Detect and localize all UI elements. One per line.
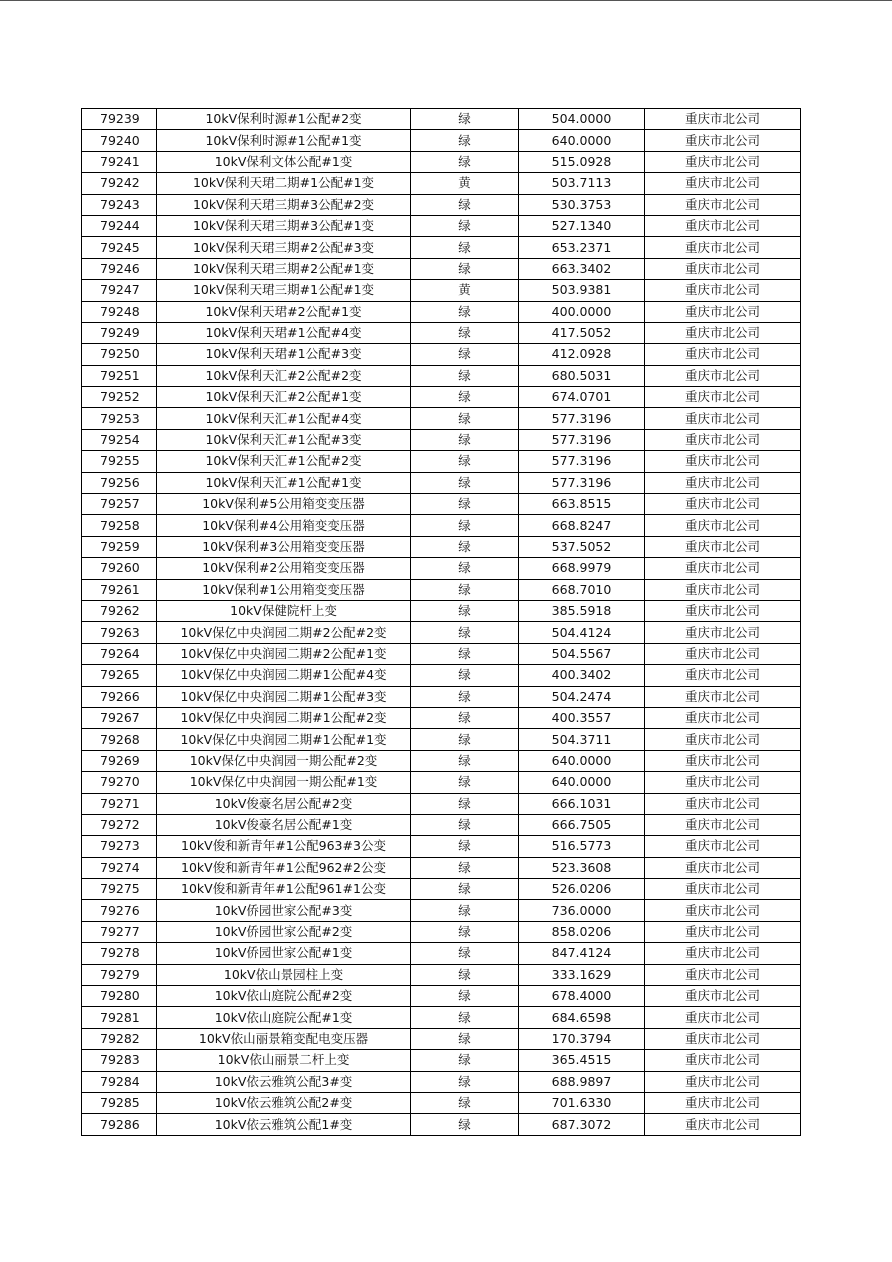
company-cell: 重庆市北公司 bbox=[645, 558, 801, 579]
status-color-cell: 绿 bbox=[411, 1071, 519, 1092]
table-row bbox=[82, 322, 801, 343]
table-row bbox=[82, 665, 801, 686]
status-color-cell: 绿 bbox=[411, 1114, 519, 1135]
row-id-cell: 79264 bbox=[82, 643, 157, 664]
table-row bbox=[82, 814, 801, 835]
company-cell: 重庆市北公司 bbox=[645, 1050, 801, 1071]
capacity-value-cell: 687.3072 bbox=[519, 1114, 645, 1135]
capacity-value-cell: 523.3608 bbox=[519, 857, 645, 878]
company-cell: 重庆市北公司 bbox=[645, 258, 801, 279]
company-cell: 重庆市北公司 bbox=[645, 130, 801, 151]
capacity-value-cell: 333.1629 bbox=[519, 964, 645, 985]
company-cell: 重庆市北公司 bbox=[645, 750, 801, 771]
status-color-cell: 绿 bbox=[411, 151, 519, 172]
transformer-name-cell: 10kV保利天珺#1公配#4变 bbox=[157, 322, 411, 343]
company-cell: 重庆市北公司 bbox=[645, 643, 801, 664]
transformer-name-cell: 10kV保利天珺二期#1公配#1变 bbox=[157, 173, 411, 194]
company-cell: 重庆市北公司 bbox=[645, 451, 801, 472]
capacity-value-cell: 668.9979 bbox=[519, 558, 645, 579]
company-cell: 重庆市北公司 bbox=[645, 408, 801, 429]
row-id-cell: 79280 bbox=[82, 986, 157, 1007]
table-row bbox=[82, 109, 801, 130]
table-row bbox=[82, 986, 801, 1007]
transformer-name-cell: 10kV保利#2公用箱变变压器 bbox=[157, 558, 411, 579]
transformer-name-cell: 10kV保利天珺三期#3公配#1变 bbox=[157, 215, 411, 236]
capacity-value-cell: 666.7505 bbox=[519, 814, 645, 835]
capacity-value-cell: 577.3196 bbox=[519, 408, 645, 429]
status-color-cell: 绿 bbox=[411, 536, 519, 557]
transformer-name-cell: 10kV保利天珺#1公配#3变 bbox=[157, 344, 411, 365]
capacity-value-cell: 640.0000 bbox=[519, 750, 645, 771]
status-color-cell: 绿 bbox=[411, 130, 519, 151]
table-row bbox=[82, 237, 801, 258]
status-color-cell: 绿 bbox=[411, 344, 519, 365]
transformer-name-cell: 10kV依山庭院公配#1变 bbox=[157, 1007, 411, 1028]
table-row bbox=[82, 921, 801, 942]
status-color-cell: 绿 bbox=[411, 772, 519, 793]
capacity-value-cell: 668.8247 bbox=[519, 515, 645, 536]
row-id-cell: 79263 bbox=[82, 622, 157, 643]
company-cell: 重庆市北公司 bbox=[645, 365, 801, 386]
table-row bbox=[82, 943, 801, 964]
table-row bbox=[82, 1007, 801, 1028]
transformer-name-cell: 10kV依山丽景箱变配电变压器 bbox=[157, 1028, 411, 1049]
transformer-name-cell: 10kV依山庭院公配#2变 bbox=[157, 986, 411, 1007]
row-id-cell: 79258 bbox=[82, 515, 157, 536]
company-cell: 重庆市北公司 bbox=[645, 900, 801, 921]
capacity-value-cell: 515.0928 bbox=[519, 151, 645, 172]
transformer-name-cell: 10kV俊和新青年#1公配962#2公变 bbox=[157, 857, 411, 878]
status-color-cell: 绿 bbox=[411, 814, 519, 835]
row-id-cell: 79281 bbox=[82, 1007, 157, 1028]
table-row bbox=[82, 215, 801, 236]
status-color-cell: 绿 bbox=[411, 729, 519, 750]
capacity-value-cell: 736.0000 bbox=[519, 900, 645, 921]
status-color-cell: 绿 bbox=[411, 429, 519, 450]
capacity-value-cell: 504.2474 bbox=[519, 686, 645, 707]
transformer-name-cell: 10kV依山丽景二杆上变 bbox=[157, 1050, 411, 1071]
capacity-value-cell: 684.6598 bbox=[519, 1007, 645, 1028]
status-color-cell: 绿 bbox=[411, 600, 519, 621]
capacity-value-cell: 527.1340 bbox=[519, 215, 645, 236]
company-cell: 重庆市北公司 bbox=[645, 600, 801, 621]
transformer-name-cell: 10kV保亿中央润园二期#2公配#1变 bbox=[157, 643, 411, 664]
table-row bbox=[82, 280, 801, 301]
table-row bbox=[82, 451, 801, 472]
capacity-value-cell: 504.0000 bbox=[519, 109, 645, 130]
status-color-cell: 绿 bbox=[411, 365, 519, 386]
transformer-name-cell: 10kV俊和新青年#1公配963#3公变 bbox=[157, 836, 411, 857]
row-id-cell: 79249 bbox=[82, 322, 157, 343]
capacity-value-cell: 678.4000 bbox=[519, 986, 645, 1007]
capacity-value-cell: 640.0000 bbox=[519, 772, 645, 793]
capacity-value-cell: 504.3711 bbox=[519, 729, 645, 750]
status-color-cell: 绿 bbox=[411, 258, 519, 279]
transformer-name-cell: 10kV保亿中央润园二期#1公配#1变 bbox=[157, 729, 411, 750]
row-id-cell: 79256 bbox=[82, 472, 157, 493]
transformer-name-cell: 10kV保利天汇#1公配#2变 bbox=[157, 451, 411, 472]
row-id-cell: 79286 bbox=[82, 1114, 157, 1135]
row-id-cell: 79273 bbox=[82, 836, 157, 857]
capacity-value-cell: 663.8515 bbox=[519, 494, 645, 515]
table-row bbox=[82, 1028, 801, 1049]
status-color-cell: 绿 bbox=[411, 1007, 519, 1028]
capacity-value-cell: 701.6330 bbox=[519, 1092, 645, 1113]
transformer-table-container bbox=[81, 108, 800, 1136]
status-color-cell: 绿 bbox=[411, 494, 519, 515]
row-id-cell: 79271 bbox=[82, 793, 157, 814]
capacity-value-cell: 666.1031 bbox=[519, 793, 645, 814]
transformer-name-cell: 10kV侨园世家公配#2变 bbox=[157, 921, 411, 942]
company-cell: 重庆市北公司 bbox=[645, 814, 801, 835]
row-id-cell: 79262 bbox=[82, 600, 157, 621]
table-row bbox=[82, 194, 801, 215]
company-cell: 重庆市北公司 bbox=[645, 964, 801, 985]
company-cell: 重庆市北公司 bbox=[645, 1007, 801, 1028]
capacity-value-cell: 640.0000 bbox=[519, 130, 645, 151]
company-cell: 重庆市北公司 bbox=[645, 237, 801, 258]
capacity-value-cell: 653.2371 bbox=[519, 237, 645, 258]
company-cell: 重庆市北公司 bbox=[645, 686, 801, 707]
transformer-name-cell: 10kV保利天汇#1公配#1变 bbox=[157, 472, 411, 493]
company-cell: 重庆市北公司 bbox=[645, 322, 801, 343]
status-color-cell: 绿 bbox=[411, 1092, 519, 1113]
capacity-value-cell: 526.0206 bbox=[519, 879, 645, 900]
row-id-cell: 79282 bbox=[82, 1028, 157, 1049]
row-id-cell: 79285 bbox=[82, 1092, 157, 1113]
transformer-name-cell: 10kV侨园世家公配#3变 bbox=[157, 900, 411, 921]
row-id-cell: 79272 bbox=[82, 814, 157, 835]
transformer-name-cell: 10kV依云雅筑公配1#变 bbox=[157, 1114, 411, 1135]
table-row bbox=[82, 750, 801, 771]
row-id-cell: 79269 bbox=[82, 750, 157, 771]
table-row bbox=[82, 622, 801, 643]
row-id-cell: 79251 bbox=[82, 365, 157, 386]
transformer-name-cell: 10kV依山景园柱上变 bbox=[157, 964, 411, 985]
row-id-cell: 79261 bbox=[82, 579, 157, 600]
transformer-name-cell: 10kV俊和新青年#1公配961#1公变 bbox=[157, 879, 411, 900]
capacity-value-cell: 663.3402 bbox=[519, 258, 645, 279]
company-cell: 重庆市北公司 bbox=[645, 536, 801, 557]
table-row bbox=[82, 600, 801, 621]
company-cell: 重庆市北公司 bbox=[645, 280, 801, 301]
table-body bbox=[82, 109, 801, 1136]
company-cell: 重庆市北公司 bbox=[645, 707, 801, 728]
status-color-cell: 黄 bbox=[411, 173, 519, 194]
transformer-name-cell: 10kV保利#5公用箱变变压器 bbox=[157, 494, 411, 515]
status-color-cell: 绿 bbox=[411, 879, 519, 900]
capacity-value-cell: 503.9381 bbox=[519, 280, 645, 301]
table-row bbox=[82, 686, 801, 707]
row-id-cell: 79239 bbox=[82, 109, 157, 130]
row-id-cell: 79253 bbox=[82, 408, 157, 429]
transformer-name-cell: 10kV俊豪名居公配#2变 bbox=[157, 793, 411, 814]
row-id-cell: 79276 bbox=[82, 900, 157, 921]
capacity-value-cell: 400.0000 bbox=[519, 301, 645, 322]
capacity-value-cell: 668.7010 bbox=[519, 579, 645, 600]
capacity-value-cell: 680.5031 bbox=[519, 365, 645, 386]
company-cell: 重庆市北公司 bbox=[645, 1028, 801, 1049]
transformer-name-cell: 10kV保利天汇#1公配#4变 bbox=[157, 408, 411, 429]
status-color-cell: 绿 bbox=[411, 215, 519, 236]
table-row bbox=[82, 1092, 801, 1113]
company-cell: 重庆市北公司 bbox=[645, 1071, 801, 1092]
company-cell: 重庆市北公司 bbox=[645, 729, 801, 750]
row-id-cell: 79240 bbox=[82, 130, 157, 151]
status-color-cell: 绿 bbox=[411, 900, 519, 921]
company-cell: 重庆市北公司 bbox=[645, 857, 801, 878]
company-cell: 重庆市北公司 bbox=[645, 494, 801, 515]
capacity-value-cell: 577.3196 bbox=[519, 429, 645, 450]
status-color-cell: 绿 bbox=[411, 194, 519, 215]
table-row bbox=[82, 1050, 801, 1071]
table-row bbox=[82, 173, 801, 194]
transformer-name-cell: 10kV保利天珺三期#1公配#1变 bbox=[157, 280, 411, 301]
row-id-cell: 79259 bbox=[82, 536, 157, 557]
transformer-name-cell: 10kV保利天珺三期#2公配#1变 bbox=[157, 258, 411, 279]
transformer-name-cell: 10kV保利#1公用箱变变压器 bbox=[157, 579, 411, 600]
row-id-cell: 79284 bbox=[82, 1071, 157, 1092]
status-color-cell: 绿 bbox=[411, 515, 519, 536]
table-row bbox=[82, 643, 801, 664]
status-color-cell: 绿 bbox=[411, 686, 519, 707]
status-color-cell: 绿 bbox=[411, 558, 519, 579]
company-cell: 重庆市北公司 bbox=[645, 986, 801, 1007]
transformer-name-cell: 10kV依云雅筑公配3#变 bbox=[157, 1071, 411, 1092]
transformer-name-cell: 10kV保亿中央润园一期公配#1变 bbox=[157, 772, 411, 793]
row-id-cell: 79275 bbox=[82, 879, 157, 900]
status-color-cell: 绿 bbox=[411, 750, 519, 771]
transformer-name-cell: 10kV依云雅筑公配2#变 bbox=[157, 1092, 411, 1113]
row-id-cell: 79260 bbox=[82, 558, 157, 579]
status-color-cell: 绿 bbox=[411, 793, 519, 814]
status-color-cell: 绿 bbox=[411, 665, 519, 686]
capacity-value-cell: 504.4124 bbox=[519, 622, 645, 643]
table-row bbox=[82, 1114, 801, 1135]
company-cell: 重庆市北公司 bbox=[645, 515, 801, 536]
capacity-value-cell: 400.3402 bbox=[519, 665, 645, 686]
row-id-cell: 79242 bbox=[82, 173, 157, 194]
table-row bbox=[82, 536, 801, 557]
status-color-cell: 绿 bbox=[411, 1050, 519, 1071]
status-color-cell: 绿 bbox=[411, 943, 519, 964]
company-cell: 重庆市北公司 bbox=[645, 472, 801, 493]
status-color-cell: 绿 bbox=[411, 707, 519, 728]
row-id-cell: 79243 bbox=[82, 194, 157, 215]
company-cell: 重庆市北公司 bbox=[645, 836, 801, 857]
company-cell: 重庆市北公司 bbox=[645, 579, 801, 600]
capacity-value-cell: 537.5052 bbox=[519, 536, 645, 557]
company-cell: 重庆市北公司 bbox=[645, 622, 801, 643]
table-row bbox=[82, 579, 801, 600]
transformer-name-cell: 10kV保利天汇#1公配#3变 bbox=[157, 429, 411, 450]
table-row bbox=[82, 130, 801, 151]
transformer-name-cell: 10kV保健院杆上变 bbox=[157, 600, 411, 621]
company-cell: 重庆市北公司 bbox=[645, 151, 801, 172]
transformer-table bbox=[81, 108, 801, 1136]
table-row bbox=[82, 793, 801, 814]
row-id-cell: 79246 bbox=[82, 258, 157, 279]
table-row bbox=[82, 900, 801, 921]
capacity-value-cell: 365.4515 bbox=[519, 1050, 645, 1071]
page-top-border bbox=[0, 0, 892, 1]
transformer-name-cell: 10kV保亿中央润园二期#1公配#3变 bbox=[157, 686, 411, 707]
capacity-value-cell: 577.3196 bbox=[519, 472, 645, 493]
capacity-value-cell: 577.3196 bbox=[519, 451, 645, 472]
transformer-name-cell: 10kV保亿中央润园二期#2公配#2变 bbox=[157, 622, 411, 643]
transformer-name-cell: 10kV保利时源#1公配#2变 bbox=[157, 109, 411, 130]
transformer-name-cell: 10kV保利天汇#2公配#2变 bbox=[157, 365, 411, 386]
company-cell: 重庆市北公司 bbox=[645, 344, 801, 365]
capacity-value-cell: 504.5567 bbox=[519, 643, 645, 664]
row-id-cell: 79270 bbox=[82, 772, 157, 793]
table-row bbox=[82, 429, 801, 450]
row-id-cell: 79278 bbox=[82, 943, 157, 964]
transformer-name-cell: 10kV保亿中央润园二期#1公配#4变 bbox=[157, 665, 411, 686]
row-id-cell: 79254 bbox=[82, 429, 157, 450]
status-color-cell: 绿 bbox=[411, 237, 519, 258]
capacity-value-cell: 688.9897 bbox=[519, 1071, 645, 1092]
capacity-value-cell: 503.7113 bbox=[519, 173, 645, 194]
capacity-value-cell: 417.5052 bbox=[519, 322, 645, 343]
capacity-value-cell: 400.3557 bbox=[519, 707, 645, 728]
status-color-cell: 绿 bbox=[411, 1028, 519, 1049]
company-cell: 重庆市北公司 bbox=[645, 215, 801, 236]
table-row bbox=[82, 1071, 801, 1092]
row-id-cell: 79257 bbox=[82, 494, 157, 515]
row-id-cell: 79255 bbox=[82, 451, 157, 472]
capacity-value-cell: 170.3794 bbox=[519, 1028, 645, 1049]
row-id-cell: 79248 bbox=[82, 301, 157, 322]
table-row bbox=[82, 772, 801, 793]
company-cell: 重庆市北公司 bbox=[645, 301, 801, 322]
transformer-name-cell: 10kV保利天汇#2公配#1变 bbox=[157, 387, 411, 408]
row-id-cell: 79277 bbox=[82, 921, 157, 942]
row-id-cell: 79266 bbox=[82, 686, 157, 707]
row-id-cell: 79268 bbox=[82, 729, 157, 750]
status-color-cell: 绿 bbox=[411, 109, 519, 130]
company-cell: 重庆市北公司 bbox=[645, 173, 801, 194]
capacity-value-cell: 674.0701 bbox=[519, 387, 645, 408]
company-cell: 重庆市北公司 bbox=[645, 194, 801, 215]
capacity-value-cell: 385.5918 bbox=[519, 600, 645, 621]
company-cell: 重庆市北公司 bbox=[645, 387, 801, 408]
table-row bbox=[82, 494, 801, 515]
row-id-cell: 79250 bbox=[82, 344, 157, 365]
status-color-cell: 绿 bbox=[411, 408, 519, 429]
row-id-cell: 79244 bbox=[82, 215, 157, 236]
row-id-cell: 79283 bbox=[82, 1050, 157, 1071]
row-id-cell: 79245 bbox=[82, 237, 157, 258]
company-cell: 重庆市北公司 bbox=[645, 1092, 801, 1113]
company-cell: 重庆市北公司 bbox=[645, 943, 801, 964]
row-id-cell: 79252 bbox=[82, 387, 157, 408]
table-row bbox=[82, 729, 801, 750]
capacity-value-cell: 516.5773 bbox=[519, 836, 645, 857]
table-row bbox=[82, 472, 801, 493]
row-id-cell: 79247 bbox=[82, 280, 157, 301]
status-color-cell: 绿 bbox=[411, 387, 519, 408]
table-row bbox=[82, 387, 801, 408]
table-row bbox=[82, 344, 801, 365]
status-color-cell: 绿 bbox=[411, 579, 519, 600]
table-row bbox=[82, 408, 801, 429]
status-color-cell: 绿 bbox=[411, 921, 519, 942]
transformer-name-cell: 10kV保利#4公用箱变变压器 bbox=[157, 515, 411, 536]
table-row bbox=[82, 301, 801, 322]
table-row bbox=[82, 857, 801, 878]
capacity-value-cell: 412.0928 bbox=[519, 344, 645, 365]
transformer-name-cell: 10kV保亿中央润园一期公配#2变 bbox=[157, 750, 411, 771]
company-cell: 重庆市北公司 bbox=[645, 879, 801, 900]
table-row bbox=[82, 836, 801, 857]
capacity-value-cell: 858.0206 bbox=[519, 921, 645, 942]
transformer-name-cell: 10kV俊豪名居公配#1变 bbox=[157, 814, 411, 835]
status-color-cell: 绿 bbox=[411, 836, 519, 857]
status-color-cell: 绿 bbox=[411, 472, 519, 493]
transformer-name-cell: 10kV侨园世家公配#1变 bbox=[157, 943, 411, 964]
status-color-cell: 绿 bbox=[411, 643, 519, 664]
company-cell: 重庆市北公司 bbox=[645, 793, 801, 814]
status-color-cell: 绿 bbox=[411, 622, 519, 643]
company-cell: 重庆市北公司 bbox=[645, 429, 801, 450]
status-color-cell: 绿 bbox=[411, 322, 519, 343]
table-row bbox=[82, 515, 801, 536]
company-cell: 重庆市北公司 bbox=[645, 772, 801, 793]
table-row bbox=[82, 964, 801, 985]
company-cell: 重庆市北公司 bbox=[645, 1114, 801, 1135]
row-id-cell: 79267 bbox=[82, 707, 157, 728]
capacity-value-cell: 530.3753 bbox=[519, 194, 645, 215]
transformer-name-cell: 10kV保亿中央润园二期#1公配#2变 bbox=[157, 707, 411, 728]
table-row bbox=[82, 365, 801, 386]
transformer-name-cell: 10kV保利文体公配#1变 bbox=[157, 151, 411, 172]
transformer-name-cell: 10kV保利天珺三期#3公配#2变 bbox=[157, 194, 411, 215]
transformer-name-cell: 10kV保利#3公用箱变变压器 bbox=[157, 536, 411, 557]
status-color-cell: 绿 bbox=[411, 451, 519, 472]
status-color-cell: 绿 bbox=[411, 857, 519, 878]
company-cell: 重庆市北公司 bbox=[645, 921, 801, 942]
row-id-cell: 79274 bbox=[82, 857, 157, 878]
company-cell: 重庆市北公司 bbox=[645, 665, 801, 686]
row-id-cell: 79265 bbox=[82, 665, 157, 686]
status-color-cell: 绿 bbox=[411, 964, 519, 985]
row-id-cell: 79241 bbox=[82, 151, 157, 172]
company-cell: 重庆市北公司 bbox=[645, 109, 801, 130]
table-row bbox=[82, 151, 801, 172]
table-row bbox=[82, 258, 801, 279]
status-color-cell: 绿 bbox=[411, 301, 519, 322]
table-row bbox=[82, 558, 801, 579]
transformer-name-cell: 10kV保利时源#1公配#1变 bbox=[157, 130, 411, 151]
table-row bbox=[82, 707, 801, 728]
status-color-cell: 黄 bbox=[411, 280, 519, 301]
capacity-value-cell: 847.4124 bbox=[519, 943, 645, 964]
transformer-name-cell: 10kV保利天珺三期#2公配#3变 bbox=[157, 237, 411, 258]
table-row bbox=[82, 879, 801, 900]
transformer-name-cell: 10kV保利天珺#2公配#1变 bbox=[157, 301, 411, 322]
status-color-cell: 绿 bbox=[411, 986, 519, 1007]
row-id-cell: 79279 bbox=[82, 964, 157, 985]
